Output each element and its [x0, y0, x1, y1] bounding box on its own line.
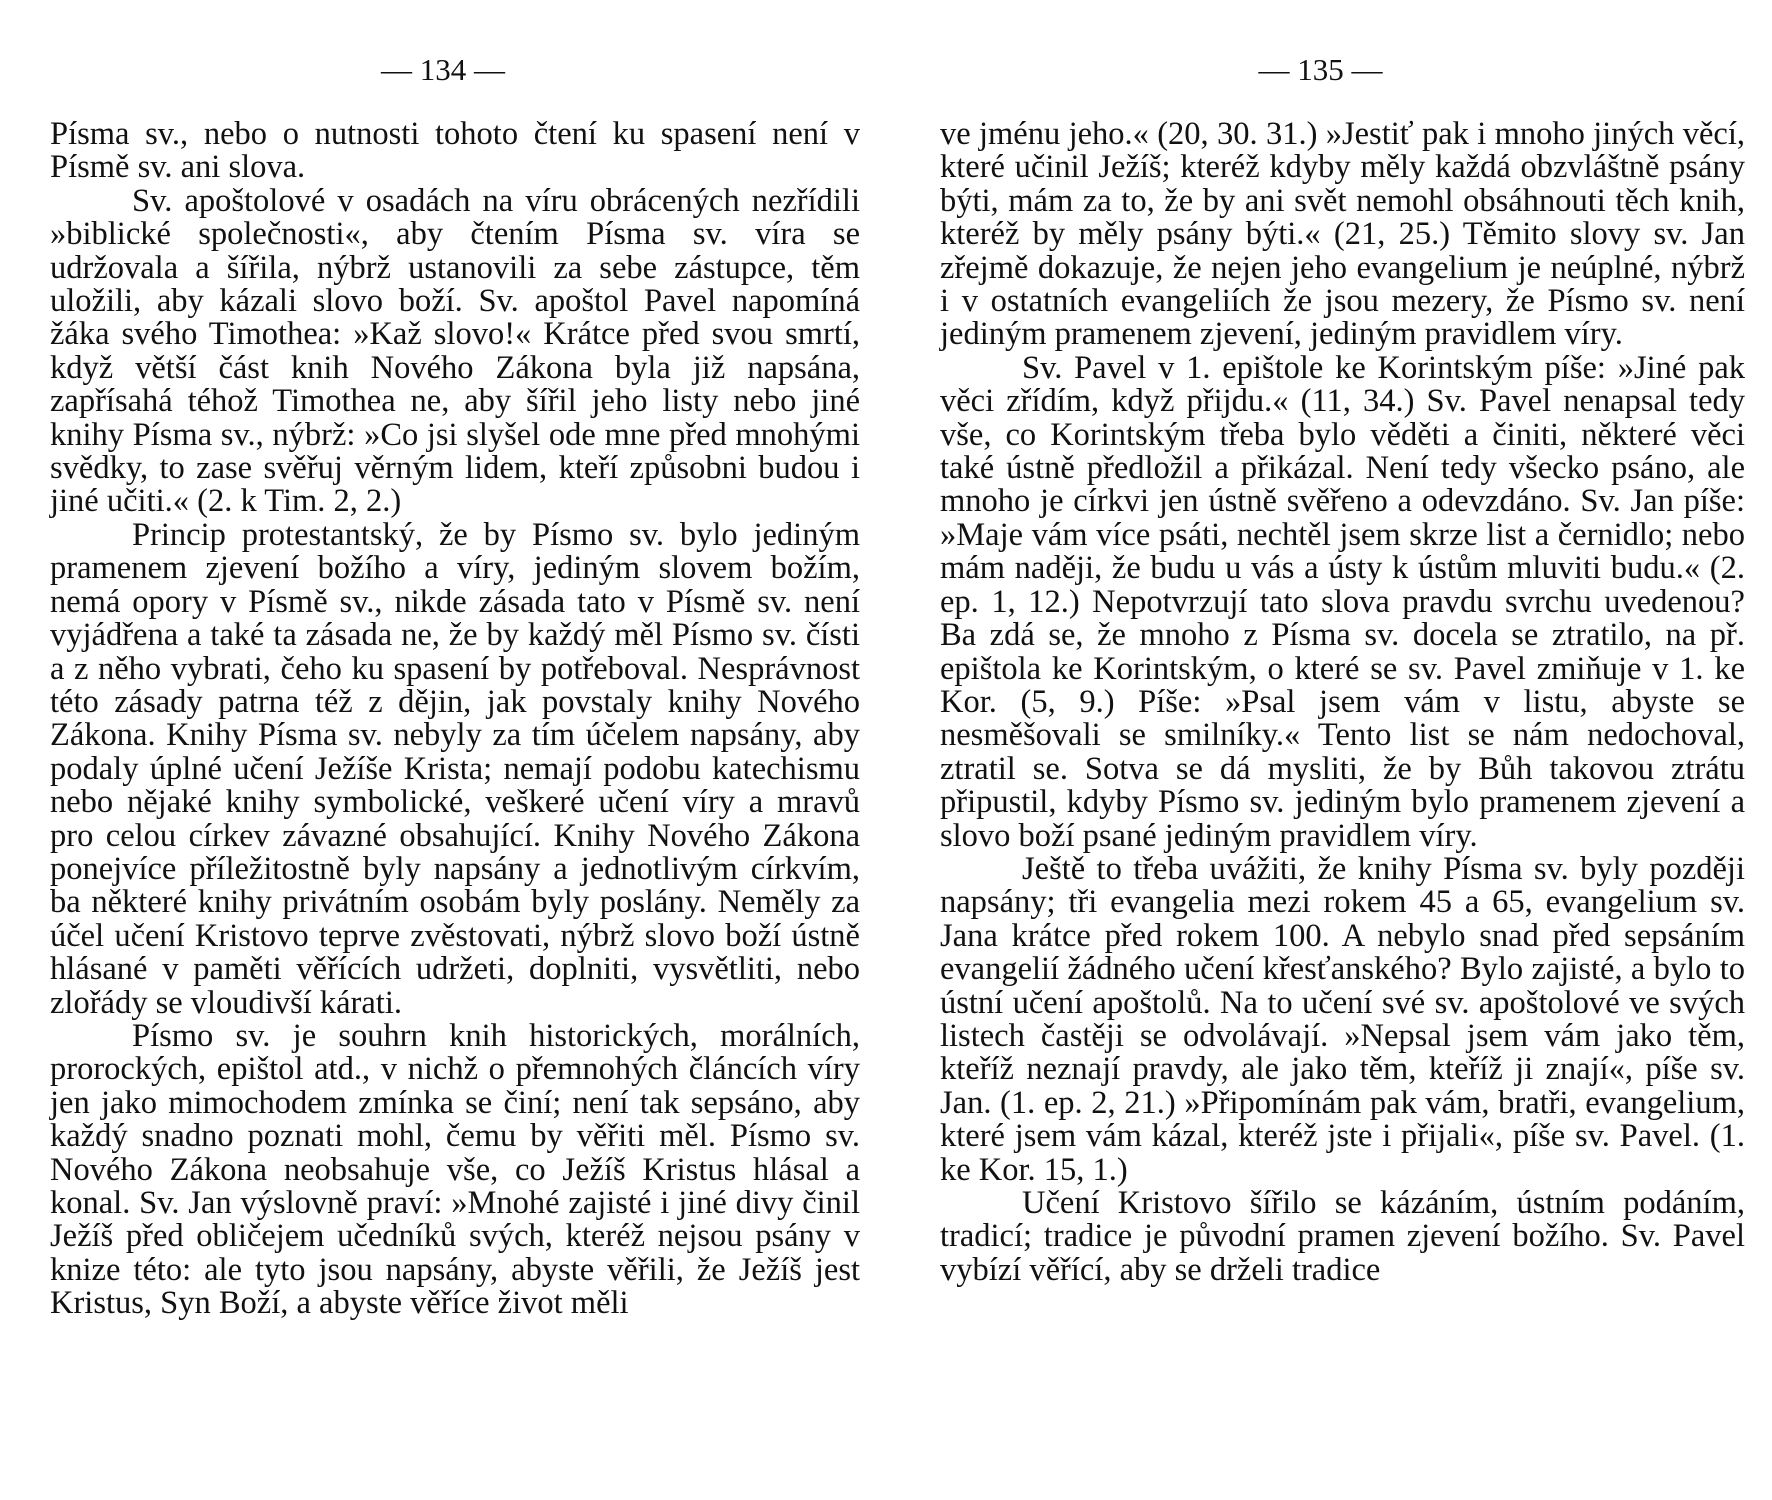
left-page-number: — 134 — — [381, 52, 505, 87]
right-page-number: — 135 — — [1258, 52, 1383, 87]
right-paragraph-2: Sv. Pavel v 1. epištole ke Korintským píše: »Jiné pak věci zřídím, když přijdu.« (11, 34.) Sv. Pavel nenapsal tedy vše, co Korintským třeba bylo věděti a činiti, některé věci také ústně předložil a přikázal. Není tedy všecko psáno, ale mnoho je církvi jen ústně svěřeno a odevzdáno. Sv. Jan píše: »Maje vám více psáti, nechtěl jsem skrze list a černidlo; nebo mám naději, že budu u vás a ústy k ústům mluviti budu.« (2. ep. 1, 12.) Nepotvrzují tato slova pravdu svrchu uvedenou? Ba zdá se, že mnoho z Písma sv. docela se ztratilo, na př. epištola ke Korintským, o které se sv. Pavel zmiňuje v 1. ke Kor. (5, 9.) Píše: »Psal jsem vám v listu, abyste se nesměšovali se smilníky.« Tento list se nám nedochoval, ztratil se. Sotva se dá mysliti, že by Bůh takovou ztrátu připustil, kdyby Písmo sv. jediným bylo pramenem zjevení a slovo boží psané jediným pravidlem víry. — [940, 349, 1745, 854]
right-page-text — [940, 118, 1745, 1287]
right-paragraph-4: Učení Kristovo šířilo se kázáním, ústním podáním, tradicí; tradice je původní pramen zjevení božího. Sv. Pavel vybízí věřící, aby se drželi tradice — [940, 1185, 1745, 1288]
left-paragraph-3: Princip protestantský, že by Písmo sv. bylo jediným pramenem zjevení božího a víry, jediným slovem božím, nemá opory v Písmě sv., nikde zásada tato v Písmě sv. není vyjádřena a také ta zásada ne, že by každý měl Písmo sv. čísti a z něho vybrati, čeho ku spasení by potřeboval. Nesprávnost této zásady patrna též z dějin, jak povstaly knihy Nového Zákona. Knihy Písma sv. nebyly za tím účelem napsány, aby podaly úplné učení Ježíše Krista; nemají podobu katechismu nebo nějaké knihy symbolické, veškeré učení víry a mravů pro celou církev závazné obsahující. Knihy Nového Zákona ponejvíce příležitostně byly napsány a jednotlivým církvím, ba některé knihy privátním osobám byly poslány. Neměly za účel učení Kristovo teprve zvěstovati, nýbrž slovo boží ústně hlásané v paměti věřících udržeti, doplniti, vysvětliti, nebo zlořády se vloudivší kárati. — [50, 516, 860, 1021]
left-paragraph-4: Písmo sv. je souhrn knih historických, morálních, prorockých, epištol atd., v nichž o přemnohých článcích víry jen jako mimochodem zmínka se činí; není tak sepsáno, aby každý snadno poznati mohl, čemu by věřiti měl. Písmo sv. Nového Zákona neobsahuje vše, co Ježíš Kristus hlásal a konal. Sv. Jan výslovně praví: »Mnohé zajisté i jiné divy činil Ježíš před obličejem učedníků svých, kteréž nejsou psány v knize této: ale tyto jsou napsány, abyste věřili, že Ježíš jest Kristus, Syn Boží, a abyste věříce život měli — [50, 1017, 860, 1322]
right-paragraph-1: ve jménu jeho.« (20, 30. 31.) »Jestiť pak i mnoho jiných věcí, které učinil Ježíš; kteréž kdyby měly každá obzvláštně psány býti, mám za to, že by ani svět nemohl obsáhnouti těch knih, kteréž by měly psány býti.« (21, 25.) Těmito slovy sv. Jan zřejmě dokazuje, že nejen jeho evangelium je neúplné, nýbrž i v ostatních evangeliích že jsou mezery, že Písmo sv. není jediným pramenem zjevení, jediným pravidlem víry. — [940, 116, 1745, 353]
right-page — [940, 0, 1745, 1500]
left-paragraph-2: Sv. apoštolové v osadách na víru obrácených nezřídili »biblické společnosti«, aby čtením Písma sv. víra se udržovala a šířila, nýbrž ustanovili za sebe zástupce, těm uložili, aby kázali slovo boží. Sv. apoštol Pavel napomíná žáka svého Timothea: »Kaž slovo!« Krátce před svou smrtí, když větší část knih Nového Zákona byla již napsána, zapřísahá téhož Timothea ne, aby šířil jeho listy nebo jiné knihy Písma sv., nýbrž: »Co jsi slyšel ode mne před mnohými svědky, to zase svěřuj věrným lidem, kteří způsobni budou i jiné učiti.« (2. k Tim. 2, 2.) — [50, 182, 860, 520]
right-paragraph-3: Ještě to třeba uvážiti, že knihy Písma sv. byly později napsány; tři evangelia mezi rokem 45 a 65, evangelium sv. Jana krátce před rokem 100. A nebylo snad před sepsáním evangelií žádného učení křesťanského? Bylo zajisté, a bylo to ústní učení apoštolů. Na to učení své sv. apoštolové ve svých listech častěji se odvolávají. »Nepsal jsem vám jako těm, kteříž neznají pravdy, ale jako těm, kteříž ji znají«, píše sv. Jan. (1. ep. 2, 21.) »Připomínám pak vám, bratři, evangelium, které jsem vám kázal, kteréž jste i přijali«, píše sv. Pavel. (1. ke Kor. 15, 1.) — [940, 850, 1745, 1188]
left-page — [50, 0, 860, 1500]
left-paragraph-1: Písma sv., nebo o nutnosti tohoto čtení ku spasení není v Písmě sv. ani slova. — [50, 116, 860, 186]
left-page-text — [50, 118, 860, 1321]
